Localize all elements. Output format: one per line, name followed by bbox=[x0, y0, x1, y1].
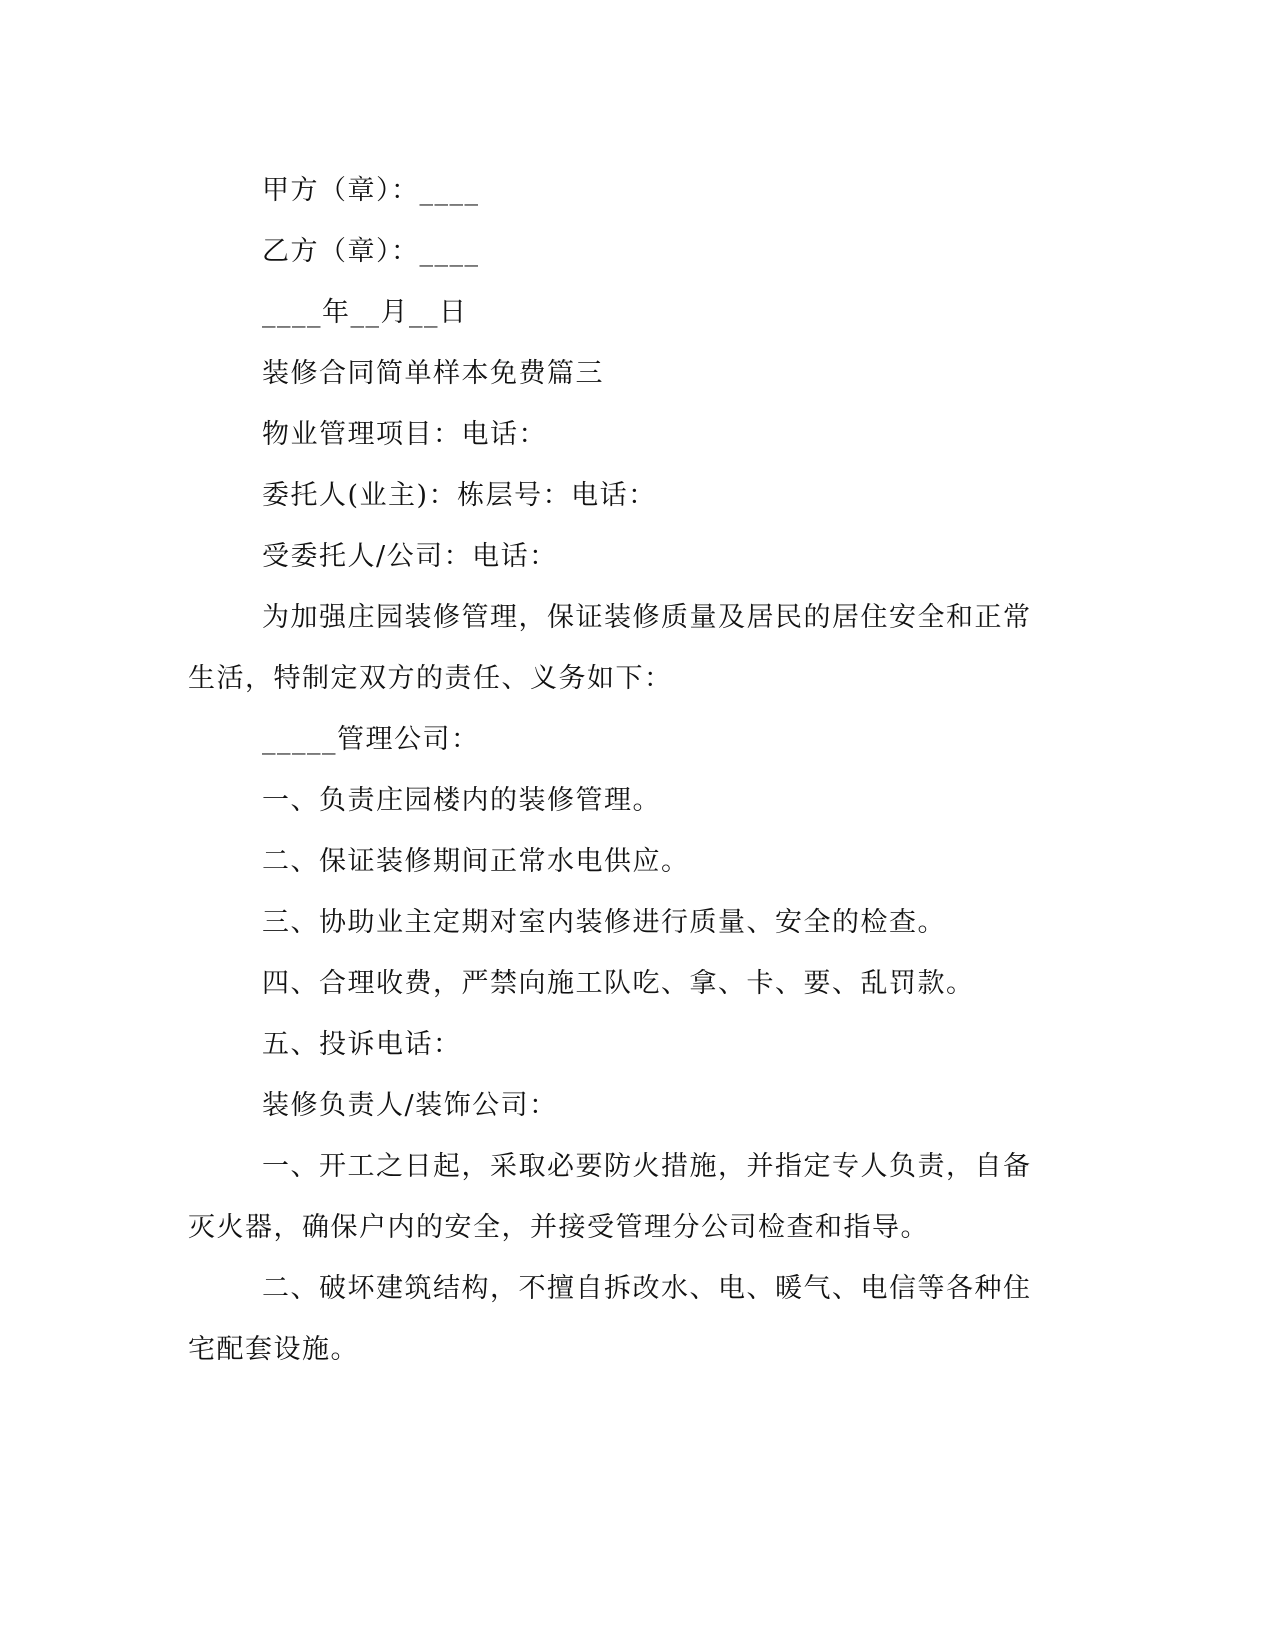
management-clause-3: 三、协助业主定期对室内装修进行质量、安全的检查。 bbox=[262, 907, 946, 938]
decorator-clause-2: 二、破坏建筑结构，不擅自拆改水、电、暖气、电信等各种住宅配套设施。 bbox=[188, 1273, 1032, 1365]
property-project-line: 物业管理项目：电话： bbox=[262, 419, 547, 450]
owner-line: 委托人(业主)：栋层号：电话： bbox=[262, 480, 657, 511]
decorator-clause-1: 一、开工之日起，采取必要防火措施，并指定专人负责，自备灭火器，确保户内的安全，并接受管理分公司检查和指导。 bbox=[188, 1151, 1032, 1243]
management-clause-5: 五、投诉电话： bbox=[262, 1029, 462, 1060]
decorator-heading: 装修负责人/装饰公司： bbox=[262, 1090, 558, 1121]
document-body bbox=[188, 160, 1088, 1380]
section-title: 装修合同简单样本免费篇三 bbox=[262, 358, 604, 389]
management-company-heading: _____管理公司： bbox=[262, 724, 480, 755]
party-b-seal-line: 乙方（章）：____ bbox=[262, 236, 480, 267]
management-clause-4: 四、合理收费，严禁向施工队吃、拿、卡、要、乱罚款。 bbox=[262, 968, 975, 999]
intro-paragraph: 为加强庄园装修管理，保证装修质量及居民的居住安全和正常生活，特制定双方的责任、义务如下： bbox=[188, 602, 1032, 694]
management-clause-2: 二、保证装修期间正常水电供应。 bbox=[262, 846, 690, 877]
date-line: ____年__月__日 bbox=[262, 297, 468, 328]
contractor-line: 受委托人/公司：电话： bbox=[262, 541, 558, 572]
party-a-seal-line: 甲方（章）：____ bbox=[262, 175, 480, 206]
management-clause-1: 一、负责庄园楼内的装修管理。 bbox=[262, 785, 661, 816]
